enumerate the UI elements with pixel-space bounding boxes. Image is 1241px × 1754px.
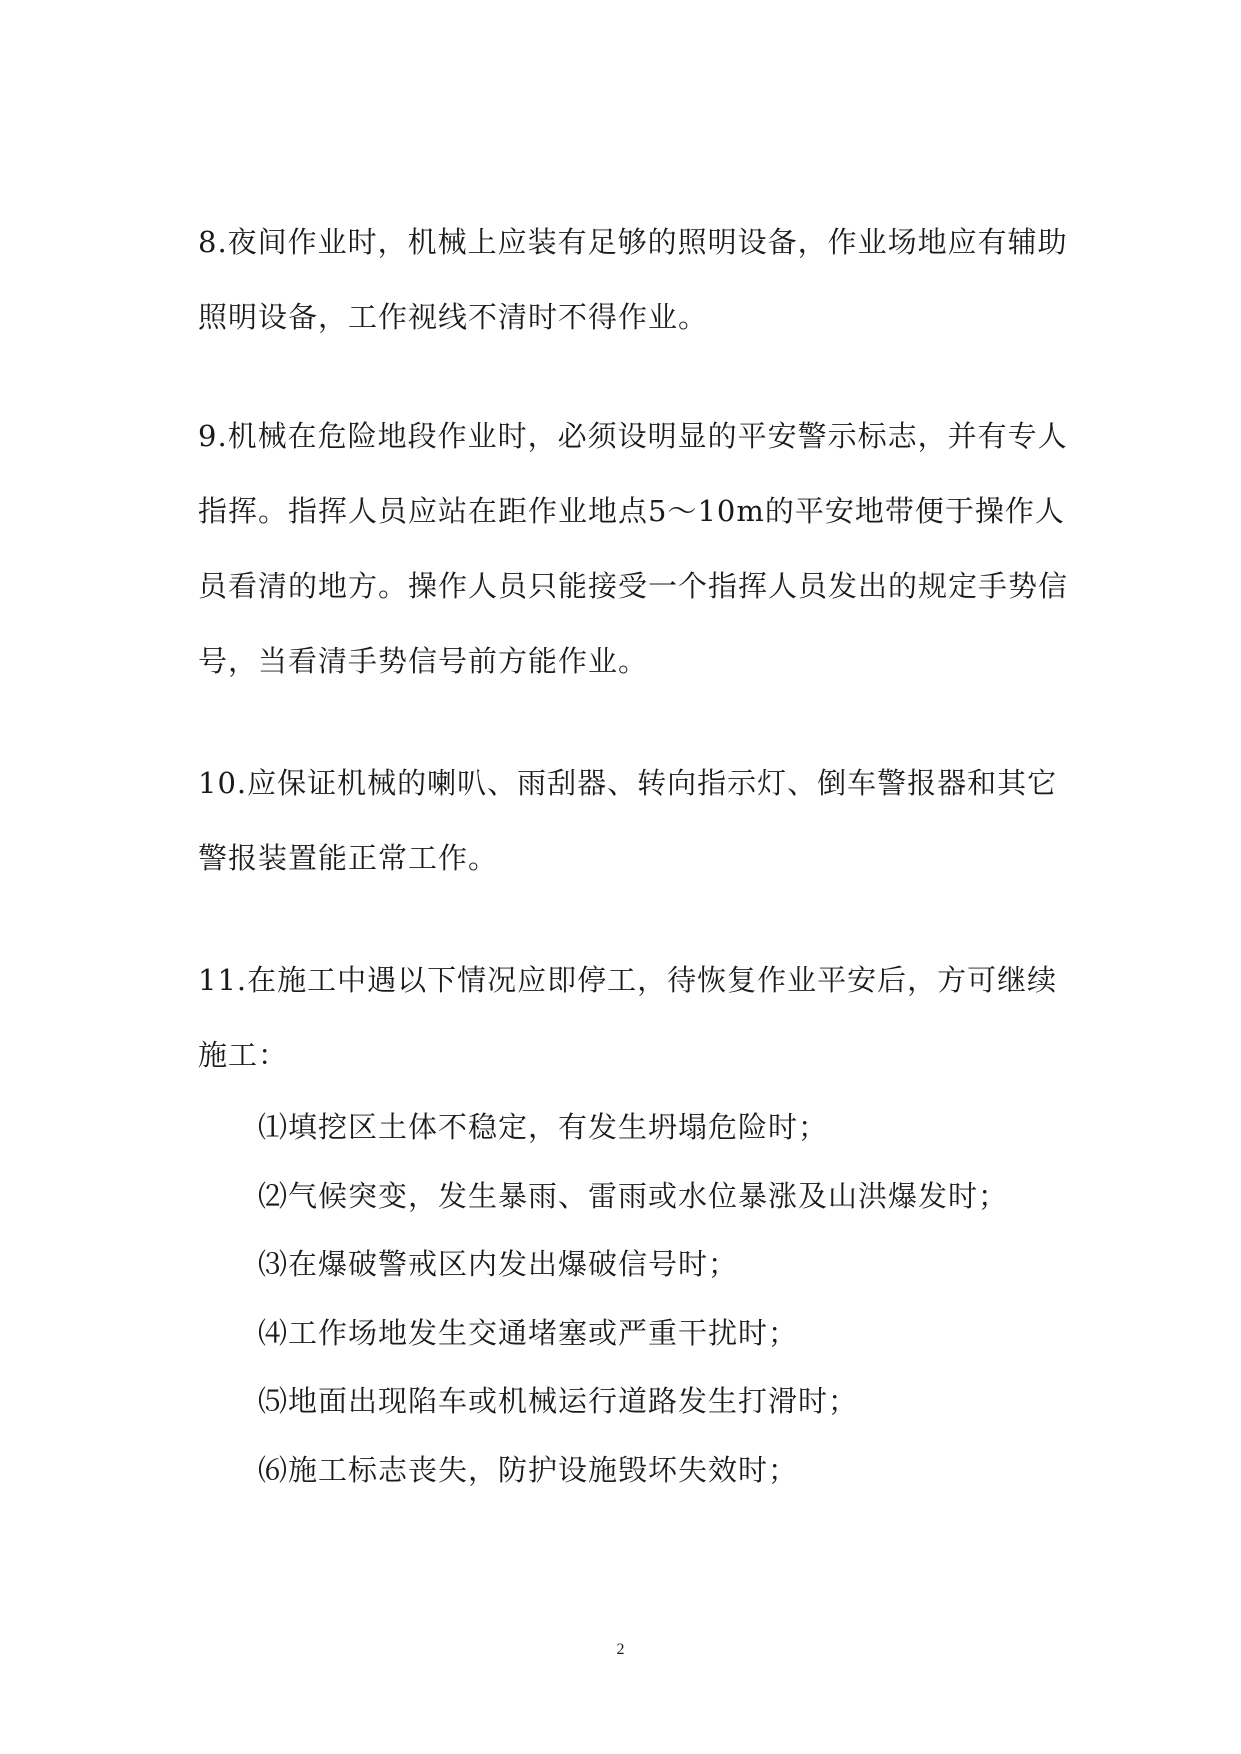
paragraph-line: 照明设备，工作视线不清时不得作业。 [198, 300, 709, 334]
paragraph-line: 11.在施工中遇以下情况应即停工，待恢复作业平安后，方可继续 [198, 963, 1058, 997]
page-number: 2 [616, 1641, 625, 1658]
list-item: ⑶在爆破警戒区内发出爆破信号时； [258, 1247, 739, 1281]
paragraph-line: 警报装置能正常工作。 [198, 841, 499, 875]
list-item: ⑸地面出现陷车或机械运行道路发生打滑时； [258, 1384, 859, 1418]
paragraph-line: 8.夜间作业时，机械上应装有足够的照明设备，作业场地应有辅助 [198, 225, 1068, 259]
list-item: ⑵气候突变，发生暴雨、雷雨或水位暴涨及山洪爆发时； [258, 1179, 1009, 1213]
paragraph-line: 10.应保证机械的喇叭、雨刮器、转向指示灯、倒车警报器和其它 [198, 766, 1058, 800]
list-item: ⑷工作场地发生交通堵塞或严重干扰时； [258, 1316, 799, 1350]
paragraph-line: 9.机械在危险地段作业时，必须设明显的平安警示标志，并有专人 [198, 419, 1068, 453]
list-item: ⑹施工标志丧失，防护设施毁坏失效时； [258, 1453, 799, 1487]
list-item: ⑴填挖区土体不稳定，有发生坍塌危险时； [258, 1110, 829, 1144]
paragraph-line: 施工： [198, 1038, 289, 1072]
paragraph-line: 员看清的地方。操作人员只能接受一个指挥人员发出的规定手势信 [198, 569, 1069, 603]
paragraph-line: 号，当看清手势信号前方能作业。 [198, 644, 649, 678]
paragraph-line: 指挥。指挥人员应站在距作业地点5～10m的平安地带便于操作人 [198, 494, 1065, 528]
